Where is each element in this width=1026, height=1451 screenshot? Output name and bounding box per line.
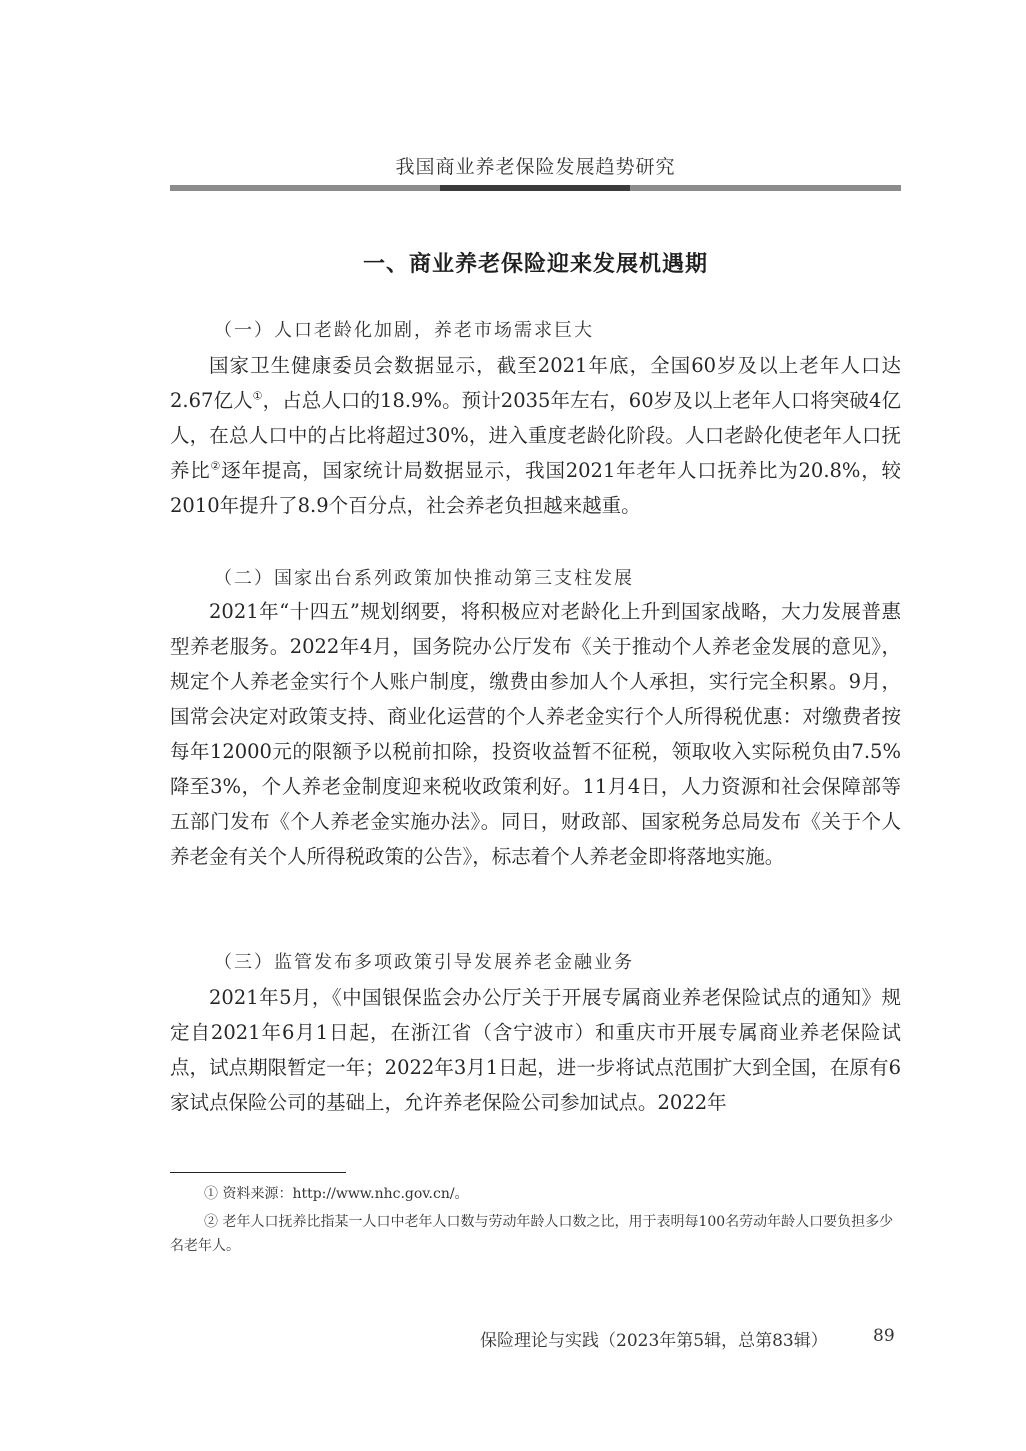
footnote-ref-1: ①: [252, 389, 263, 403]
paragraph-1: [170, 348, 901, 523]
page-number: 89: [873, 1326, 895, 1346]
subheading-3: （三）监管发布多项政策引导发展养老金融业务: [214, 952, 634, 973]
footnote-2: ② 老年人口抚养比指某一人口中老年人口数与劳动年龄人口数之比，用于表明每100名劳动年龄人口要负担多少名老年人。: [170, 1214, 894, 1254]
subheading-2: （二）国家出台系列政策加快推动第三支柱发展: [214, 568, 634, 589]
footnote-ref-2: ②: [210, 459, 222, 473]
paragraph-1-text-c: 逐年提高，国家统计局数据显示，我国2021年老年人口抚养比为20.8%，较2010年提升了8.9个百分点，社会养老负担越来越重。: [170, 459, 901, 517]
section-title: 一、商业养老保险迎来发展机遇期: [362, 252, 708, 277]
journal-footer: 保险理论与实践（2023年第5辑，总第83辑）: [480, 1331, 828, 1351]
running-head: 我国商业养老保险发展趋势研究: [395, 156, 676, 178]
header-rule-accent: [440, 185, 630, 191]
paragraph-2: 2021年“十四五”规划纲要，将积极应对老龄化上升到国家战略，大力发展普惠型养老服务。2022年4月，国务院办公厅发布《关于推动个人养老金发展的意见》，规定个人养老金实行个人账户制度，缴费由参加人个人承担，实行完全积累。9月，国常会决定对政策支持、商业化运营的个人养老金实行个人所得税优惠：对缴费者按每年12000元的限额予以税前扣除，投资收益暂不征税，领取收入实际税负由7.5%降至3%，个人养老金制度迎来税收政策利好。11月4日，人力资源和社会保障部等五部门发布《个人养老金实施办法》。同日，财政部、国家税务总局发布《关于个人养老金有关个人所得税政策的公告》，标志着个人养老金即将落地实施。: [170, 600, 901, 868]
paragraph-1-text-b: ，占总人口的18.9%。预计2035年左右，60岁及以上老年人口将突破4亿人，在总人口中的占比将超过30%，进入重度老龄化阶段。人口老龄化使老年人口抚养比: [170, 389, 901, 482]
subheading-1: （一）人口老龄化加剧，养老市场需求巨大: [214, 320, 594, 341]
paragraph-3: 2021年5月，《中国银保监会办公厅关于开展专属商业养老保险试点的通知》规定自2021年6月1日起，在浙江省（含宁波市）和重庆市开展专属商业养老保险试点，试点期限暂定一年；2022年3月1日起，进一步将试点范围扩大到全国，在原有6家试点保险公司的基础上，允许养老保险公司参加试点。2022年: [170, 986, 901, 1114]
footnote-rule: [170, 1172, 346, 1173]
footnote-1: ① 资料来源：http://www.nhc.gov.cn/。: [204, 1186, 469, 1202]
paragraph-1-text-a: 国家卫生健康委员会数据显示，截至2021年底，全国60岁及以上老年人口达2.67亿人: [170, 354, 901, 412]
